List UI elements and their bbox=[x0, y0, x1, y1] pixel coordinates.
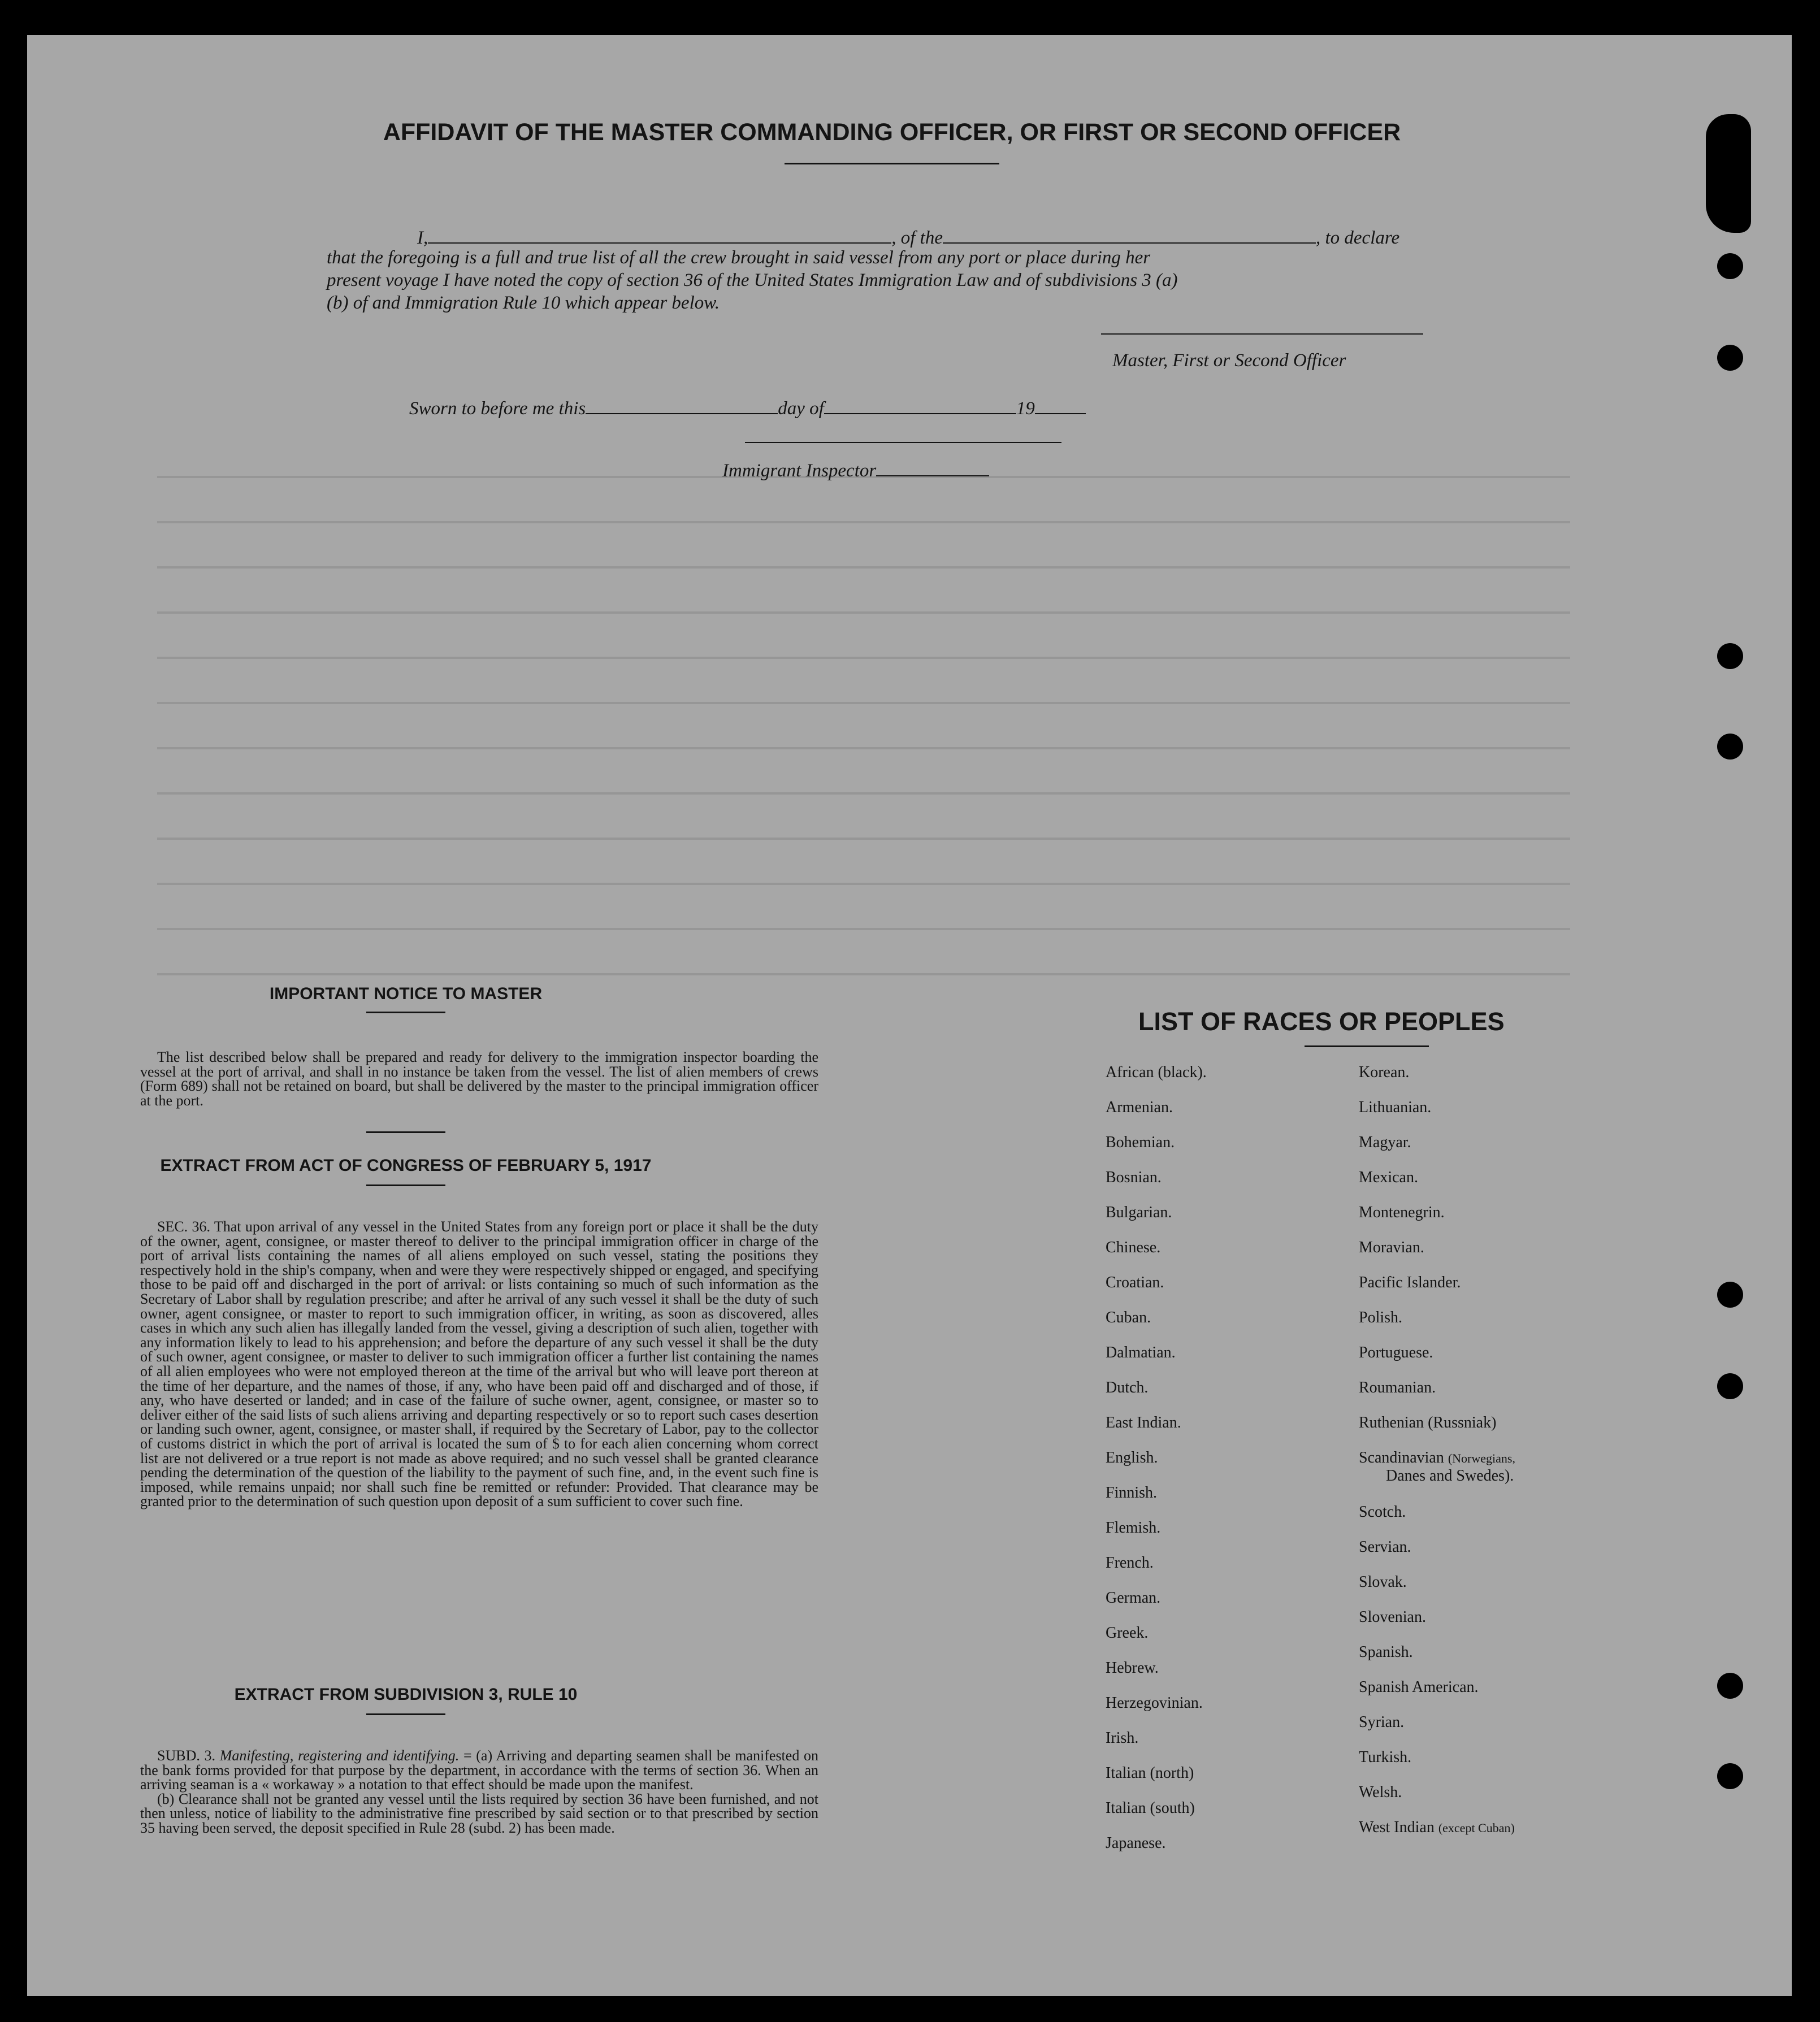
race-right-3: Magyar. bbox=[1359, 1134, 1411, 1151]
declaration-to-declare: , to declare bbox=[1315, 228, 1400, 248]
race-right-16: Slovenian. bbox=[1359, 1608, 1426, 1626]
race-right-2: Lithuanian. bbox=[1359, 1099, 1432, 1116]
race-right-13: Scotch. bbox=[1359, 1503, 1406, 1521]
declaration-line-3: present voyage I have noted the copy of section 36 of the United States Immigration Law and of subdivisions 3 (a) bbox=[327, 270, 1178, 290]
ghost-row bbox=[157, 611, 1570, 614]
race-right-1: Korean. bbox=[1359, 1064, 1410, 1081]
race-left-20: Irish. bbox=[1106, 1729, 1139, 1747]
race-right-20: Turkish. bbox=[1359, 1748, 1412, 1766]
race-right-18: Spanish American. bbox=[1359, 1678, 1479, 1696]
race-left-2: Armenian. bbox=[1106, 1099, 1173, 1116]
race-right-17: Spanish. bbox=[1359, 1643, 1413, 1661]
race-right-12-line2: Danes and Swedes). bbox=[1386, 1467, 1514, 1485]
punch-hole bbox=[1717, 643, 1743, 669]
ghost-row bbox=[157, 747, 1570, 749]
race-right-21: Welsh. bbox=[1359, 1784, 1402, 1801]
inspector-signature-line bbox=[745, 442, 1061, 443]
title-underline bbox=[785, 163, 999, 164]
ghost-row bbox=[157, 928, 1570, 930]
race-right-12 bbox=[1359, 1449, 1515, 1485]
rule-subd-label: SUBD. 3. bbox=[157, 1747, 216, 1764]
race-right-7: Pacific Islander. bbox=[1359, 1274, 1461, 1291]
declaration-line-4: (b) of and Immigration Rule 10 which appear below. bbox=[327, 293, 720, 313]
signature-line bbox=[1101, 333, 1423, 335]
rule-text-a: = (a) Arriving and departing seamen shall be manifested on the bank forms provided for that purpose by the department, in accordance with the terms of section 36. When an arriving seaman is a « workaway » a notation to that effect should be made upon the manifest. bbox=[140, 1747, 818, 1793]
notice-text bbox=[140, 1050, 818, 1108]
notice-title: IMPORTANT NOTICE TO MASTER bbox=[269, 984, 543, 1003]
race-right-4: Mexican. bbox=[1359, 1169, 1418, 1186]
act-body: That upon arrival of any vessel in the United States from any foreign port or place it shall be the duty of the owner, agent, consignee, or master thereof to deliver to the principal immigration officer in charge of the port of arrival lists containing the names of all aliens employed on such vessel, stating the positions they respectively hold in the ship's company, when and were they were respectively shipped or engaged, and specifying those to be paid off and discharged in the port of arrival: or lists containing so much of such information as the Secretary of Labor shall by regulation prescribe; and after he arrival of any such vessel it shall be the duty of such owner, agent consignee, or master to report to such immigration officer, in writing, as soon as discovered, alles cases in which any such alien has illegally landed from the vessel, giving a description of such alien, together with any information likely to lead to his apprehension; and before the departure of any such vessel it shall be the duty of such owner, agent consignee, or master to deliver to such immigration officer a further list containing the names of all alien employees who were not employed thereon at the time of the arrival but who will leave port thereon at the time of her departure, and the names of those, if any, who have been paid off and discharged and of those, if any, who have deserted or landed; and in case of the failure of suche owner, agent, consignee, or master so to deliver either of the said lists of such aliens arriving and departing respectively or so to report such cases desertion or landing such owner, agent, consignee, or master shall, if required by the Secretary of Labor, pay to the collector of customs district in which the port of arrival is located the sum of $ to for each alien concerning whom correct list are not delivered or a true report is not made as above required; and no such vessel shall be granted clearance pending the determination of the question of the liability to the payment of such fine, and, in the event such fine is imposed, while remains unpaid; nor shall such fine be remitted or refunder: Provided. That clearance may be granted prior to the determination of such question upon deposit of a sum sufficient to cover such fine. bbox=[140, 1218, 819, 1510]
race-right-8: Polish. bbox=[1359, 1309, 1403, 1326]
form-sheet bbox=[27, 35, 1792, 1996]
ghost-row bbox=[157, 973, 1570, 975]
race-left-13: Finnish. bbox=[1106, 1484, 1158, 1502]
vessel-blank bbox=[943, 224, 1316, 244]
act-sec-label: SEC. 36. bbox=[157, 1218, 211, 1235]
act-top-rule bbox=[366, 1131, 445, 1133]
inspector-caption: Immigrant Inspector bbox=[722, 461, 877, 481]
race-left-18: Hebrew. bbox=[1106, 1659, 1159, 1677]
declaration-i: I, bbox=[417, 228, 428, 248]
act-underline bbox=[366, 1184, 445, 1186]
race-left-16: German. bbox=[1106, 1589, 1161, 1607]
race-right-6: Moravian. bbox=[1359, 1239, 1424, 1256]
declaration-line-2: that the foregoing is a full and true list of all the crew brought in said vessel from any port or place during her bbox=[327, 248, 1151, 268]
ghost-row bbox=[157, 521, 1570, 523]
race-left-6: Chinese. bbox=[1106, 1239, 1161, 1256]
race-right-14: Servian. bbox=[1359, 1538, 1411, 1556]
race-right-11: Ruthenian (Russniak) bbox=[1359, 1414, 1497, 1431]
act-title: EXTRACT FROM ACT OF CONGRESS OF FEBRUARY 5, 1917 bbox=[160, 1156, 652, 1175]
day-of-label: day of bbox=[778, 398, 824, 419]
races-title: LIST OF RACES OR PEOPLES bbox=[1138, 1007, 1505, 1036]
rule-underline bbox=[366, 1713, 445, 1715]
race-right-22 bbox=[1359, 1819, 1515, 1837]
race-left-22: Italian (south) bbox=[1106, 1799, 1195, 1817]
race-right-12-main: Scandinavian bbox=[1359, 1449, 1448, 1466]
declaration-of-the: , of the bbox=[891, 228, 943, 248]
notice-underline bbox=[366, 1012, 445, 1013]
punch-hole bbox=[1717, 1673, 1743, 1699]
race-right-19: Syrian. bbox=[1359, 1713, 1405, 1731]
race-left-4: Bosnian. bbox=[1106, 1169, 1162, 1186]
ghost-row bbox=[157, 883, 1570, 885]
year-prefix: 19 bbox=[1016, 398, 1035, 419]
race-left-8: Cuban. bbox=[1106, 1309, 1151, 1326]
notice-paragraph: The list described below shall be prepared and ready for delivery to the immigration inspector boarding the vessel at the port of arrival, and shall in no instance be taken from the vessel. The list of alien members of crews (Form 689) shall not be retained on board, but shall be delivered by the master to the principal immigration officer at the port. bbox=[140, 1049, 818, 1109]
race-left-9: Dalmatian. bbox=[1106, 1344, 1176, 1361]
ghost-row bbox=[157, 566, 1570, 569]
race-right-22-main: West Indian bbox=[1359, 1819, 1438, 1836]
race-right-12-note: (Norwegians, bbox=[1448, 1451, 1515, 1465]
inspector-line bbox=[722, 457, 989, 482]
sworn-blank bbox=[586, 394, 778, 414]
name-blank bbox=[428, 224, 891, 244]
race-left-12: English. bbox=[1106, 1449, 1158, 1466]
race-left-1: African (black). bbox=[1106, 1064, 1207, 1081]
race-left-14: Flemish. bbox=[1106, 1519, 1161, 1537]
punch-hole bbox=[1717, 1763, 1743, 1789]
punch-hole bbox=[1717, 734, 1743, 760]
race-left-7: Croatian. bbox=[1106, 1274, 1164, 1291]
race-right-5: Montenegrin. bbox=[1359, 1204, 1445, 1221]
race-left-19: Herzegovinian. bbox=[1106, 1694, 1203, 1712]
act-text bbox=[140, 1220, 818, 1509]
rule-paragraph-a bbox=[140, 1748, 818, 1792]
race-right-9: Portuguese. bbox=[1359, 1344, 1433, 1361]
races-underline bbox=[1305, 1045, 1429, 1047]
race-left-17: Greek. bbox=[1106, 1624, 1149, 1642]
inspector-blank bbox=[876, 457, 989, 476]
race-left-21: Italian (north) bbox=[1106, 1764, 1194, 1782]
sworn-line bbox=[409, 394, 1086, 420]
signature-caption: Master, First or Second Officer bbox=[1112, 350, 1346, 371]
rule-title: EXTRACT FROM SUBDIVISION 3, RULE 10 bbox=[234, 1685, 578, 1704]
rule-subd-heading: Manifesting, registering and identifying. bbox=[219, 1747, 460, 1764]
race-left-23: Japanese. bbox=[1106, 1834, 1166, 1852]
ghost-row bbox=[157, 838, 1570, 840]
affidavit-title: AFFIDAVIT OF THE MASTER COMMANDING OFFICER, OR FIRST OR SECOND OFFICER bbox=[383, 119, 1401, 146]
race-right-10: Roumanian. bbox=[1359, 1379, 1436, 1396]
declaration-line-1 bbox=[327, 224, 1457, 249]
year-blank bbox=[1035, 394, 1086, 414]
race-left-3: Bohemian. bbox=[1106, 1134, 1175, 1151]
race-right-15: Slovak. bbox=[1359, 1573, 1407, 1591]
punch-hole bbox=[1717, 345, 1743, 371]
ghost-row bbox=[157, 792, 1570, 795]
torn-blot bbox=[1706, 114, 1751, 233]
race-left-11: East Indian. bbox=[1106, 1414, 1181, 1431]
race-right-22-note: (except Cuban) bbox=[1438, 1821, 1515, 1835]
rule-text bbox=[140, 1748, 818, 1836]
race-left-10: Dutch. bbox=[1106, 1379, 1149, 1396]
rule-paragraph-b: (b) Clearance shall not be granted any vessel until the lists required by section 36 have been furnished, and not then unless, notice of liability to the administrative fine prescribed by said section or to that prescribed by section 35 having been served, the deposit specified in Rule 28 (subd. 2) has been made. bbox=[140, 1790, 818, 1836]
punch-hole bbox=[1717, 253, 1743, 279]
race-left-5: Bulgarian. bbox=[1106, 1204, 1172, 1221]
act-paragraph bbox=[140, 1220, 818, 1509]
day-blank bbox=[824, 394, 1016, 414]
sworn-label: Sworn to before me this bbox=[409, 398, 586, 419]
punch-hole bbox=[1717, 1373, 1743, 1399]
race-left-15: French. bbox=[1106, 1554, 1154, 1572]
ghost-row bbox=[157, 657, 1570, 659]
punch-hole bbox=[1717, 1282, 1743, 1308]
ghost-row bbox=[157, 702, 1570, 704]
